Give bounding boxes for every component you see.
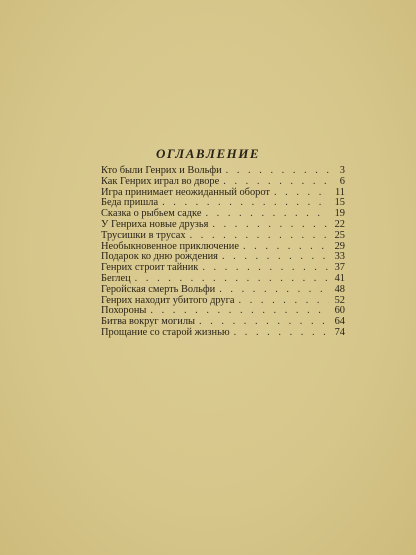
- toc-entry-title: Генрих строит тайник: [101, 262, 199, 274]
- toc-entry-page: 11: [334, 186, 345, 198]
- toc-entry: [101, 328, 345, 339]
- toc-entry-title: Геройская смерть Вольфи: [101, 283, 216, 295]
- toc-entry-title: Как Генрих играл во дворе: [101, 175, 220, 187]
- page-title: ОГЛАВЛЕНИЕ: [155, 146, 261, 161]
- toc-entry-title: Необыкновенное приключение: [101, 240, 239, 252]
- toc-entry-page: 48: [334, 283, 345, 295]
- toc-entry-title: Кто были Генрих и Вольфи: [101, 165, 222, 176]
- toc-entry-page: 29: [334, 240, 345, 252]
- toc-leader-dots: [235, 296, 329, 307]
- toc-entry-title: Сказка о рыбьем садке: [101, 208, 202, 220]
- toc-entry-title: Беда пришла: [101, 197, 159, 209]
- table-of-contents: [101, 166, 345, 339]
- toc-leader-dots: [218, 252, 329, 263]
- toc-leader-dots: [208, 220, 329, 231]
- toc-entry-page: 60: [334, 305, 345, 317]
- toc-leader-dots: [219, 177, 329, 188]
- toc-entry-page: 15: [334, 197, 345, 209]
- toc-entry-page: 37: [334, 262, 345, 274]
- toc-entry-title: Прощание со старой жизнью: [101, 326, 230, 338]
- toc-entry-page: 19: [334, 208, 345, 220]
- toc-entry-page: 3: [339, 165, 345, 176]
- toc-entry: [101, 263, 345, 274]
- toc-entry-title: Беглец: [101, 272, 131, 284]
- toc-entry-page: 52: [334, 294, 345, 306]
- toc-entry-title: Игра принимает неожиданный оборот: [101, 186, 270, 198]
- toc-leader-dots: [270, 188, 329, 199]
- toc-entry-page: 64: [334, 316, 345, 328]
- toc-entry-page: 22: [334, 218, 345, 230]
- toc-entry-page: 74: [334, 326, 345, 338]
- toc-entry-page: 6: [339, 175, 345, 187]
- toc-entry-title: У Генриха новые друзья: [101, 218, 209, 230]
- toc-entry-title: Подарок ко дню рождения: [101, 251, 218, 263]
- toc-entry-title: Битва вокруг могилы: [101, 316, 195, 328]
- toc-leader-dots: [198, 263, 329, 274]
- toc-leader-dots: [230, 328, 329, 339]
- toc-entry-page: 33: [334, 251, 345, 263]
- toc-entry-title: Похороны: [101, 305, 147, 317]
- toc-entry: [101, 177, 345, 188]
- toc-entry: [101, 285, 345, 296]
- toc-entry: [101, 231, 345, 242]
- toc-leader-dots: [239, 242, 329, 253]
- toc-entry-page: 41: [334, 272, 345, 284]
- toc-leader-dots: [222, 166, 329, 177]
- toc-leader-dots: [201, 209, 329, 220]
- toc-entry-page: 25: [334, 229, 345, 241]
- toc-entry-title: Трусишки в трусах: [101, 229, 186, 241]
- toc-leader-dots: [186, 231, 329, 242]
- toc-entry-title: Генрих находит убитого друга: [101, 294, 235, 306]
- toc-leader-dots: [215, 285, 329, 296]
